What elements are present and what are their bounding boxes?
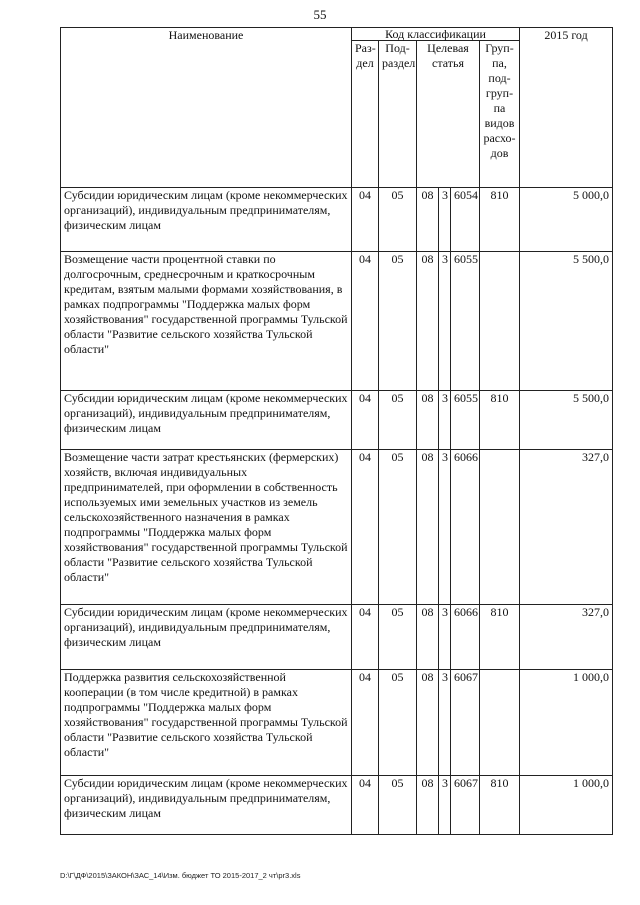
row-amount: 1 000,0 — [520, 776, 613, 835]
row-target-program: 08 — [417, 776, 439, 835]
row-target-direction: 6067 — [451, 670, 480, 776]
file-path-footer: D:\Г\ДФ\2015\ЗАКОН\ЗАС_14\Изм. бюджет ТО 2015-2017_2 чт\pr3.xls — [60, 871, 301, 880]
row-expense-type: 810 — [480, 391, 520, 450]
row-name: Субсидии юридическим лицам (кроме некоммерческих организаций), индивидуальным предпринимателям, физическим лицам — [61, 776, 352, 835]
row-target-subprogram: 3 — [439, 391, 451, 450]
row-amount: 1 000,0 — [520, 670, 613, 776]
row-expense-type — [480, 252, 520, 391]
row-target-program: 08 — [417, 188, 439, 252]
header-name: Наименование — [61, 28, 352, 188]
row-target-subprogram: 3 — [439, 605, 451, 670]
row-razdel: 04 — [352, 188, 379, 252]
row-target-subprogram: 3 — [439, 450, 451, 605]
header-target-article: Целевая статья — [417, 41, 480, 188]
row-expense-type — [480, 450, 520, 605]
row-target-subprogram: 3 — [439, 776, 451, 835]
header-year: 2015 год — [520, 28, 613, 188]
row-target-program: 08 — [417, 450, 439, 605]
table-row — [61, 605, 613, 670]
row-podrazdel: 05 — [379, 670, 417, 776]
row-expense-type: 810 — [480, 605, 520, 670]
row-target-direction: 6066 — [451, 605, 480, 670]
row-podrazdel: 05 — [379, 776, 417, 835]
row-expense-type — [480, 670, 520, 776]
row-target-program: 08 — [417, 605, 439, 670]
row-amount: 327,0 — [520, 605, 613, 670]
table-row — [61, 391, 613, 450]
row-amount: 5 500,0 — [520, 391, 613, 450]
table-row — [61, 776, 613, 835]
row-target-subprogram: 3 — [439, 670, 451, 776]
header-razdel: Раз- дел — [352, 41, 379, 188]
page-number: 55 — [313, 7, 327, 22]
row-target-subprogram: 3 — [439, 188, 451, 252]
budget-table — [60, 27, 613, 835]
row-expense-type: 810 — [480, 776, 520, 835]
row-amount: 5 000,0 — [520, 188, 613, 252]
row-target-program: 08 — [417, 252, 439, 391]
row-name: Субсидии юридическим лицам (кроме некоммерческих организаций), индивидуальным предпринимателям, физическим лицам — [61, 188, 352, 252]
row-target-direction: 6066 — [451, 450, 480, 605]
row-target-program: 08 — [417, 391, 439, 450]
row-target-direction: 6055 — [451, 252, 480, 391]
table-row — [61, 188, 613, 252]
row-target-program: 08 — [417, 670, 439, 776]
row-target-subprogram: 3 — [439, 252, 451, 391]
row-expense-type: 810 — [480, 188, 520, 252]
header-expense-group: Груп- па, под- груп- па видов расхо- дов — [480, 41, 520, 188]
header-podrazdel: Под- раздел — [379, 41, 417, 188]
table-row — [61, 252, 613, 391]
row-target-direction: 6054 — [451, 188, 480, 252]
row-podrazdel: 05 — [379, 605, 417, 670]
row-name: Субсидии юридическим лицам (кроме некоммерческих организаций), индивидуальным предпринимателям, физическим лицам — [61, 391, 352, 450]
row-razdel: 04 — [352, 670, 379, 776]
row-razdel: 04 — [352, 605, 379, 670]
row-amount: 5 500,0 — [520, 252, 613, 391]
header-classification: Код классификации — [352, 28, 520, 41]
row-name: Поддержка развития сельскохозяйственной кооперации (в том числе кредитной) в рамках подпрограммы "Поддержка малых форм хозяйствования" государственной программы Тульской области "Развитие сельского хозяйства Тульской области" — [61, 670, 352, 776]
row-podrazdel: 05 — [379, 188, 417, 252]
table-row — [61, 670, 613, 776]
row-name: Субсидии юридическим лицам (кроме некоммерческих организаций), индивидуальным предпринимателям, физическим лицам — [61, 605, 352, 670]
row-amount: 327,0 — [520, 450, 613, 605]
row-razdel: 04 — [352, 391, 379, 450]
row-razdel: 04 — [352, 450, 379, 605]
row-name: Возмещение части процентной ставки по долгосрочным, среднесрочным и краткосрочным кредитам, взятым малыми формами хозяйствования, в рамках подпрограммы "Поддержка малых форм хозяйствования" государственной программы Тульской области "Развитие сельского хозяйства Тульской области" — [61, 252, 352, 391]
row-target-direction: 6055 — [451, 391, 480, 450]
table-row — [61, 450, 613, 605]
row-target-direction: 6067 — [451, 776, 480, 835]
row-podrazdel: 05 — [379, 252, 417, 391]
row-name: Возмещение части затрат крестьянских (фермерских) хозяйств, включая индивидуальных предпринимателей, при оформлении в собственность используемых ими земельных участков из земель сельскохозяйственного назначения в рамках подпрограммы "Поддержка малых форм хозяйствования" государственной программы Тульской области "Развитие сельского хозяйства Тульской области" — [61, 450, 352, 605]
row-podrazdel: 05 — [379, 450, 417, 605]
row-podrazdel: 05 — [379, 391, 417, 450]
row-razdel: 04 — [352, 776, 379, 835]
row-razdel: 04 — [352, 252, 379, 391]
